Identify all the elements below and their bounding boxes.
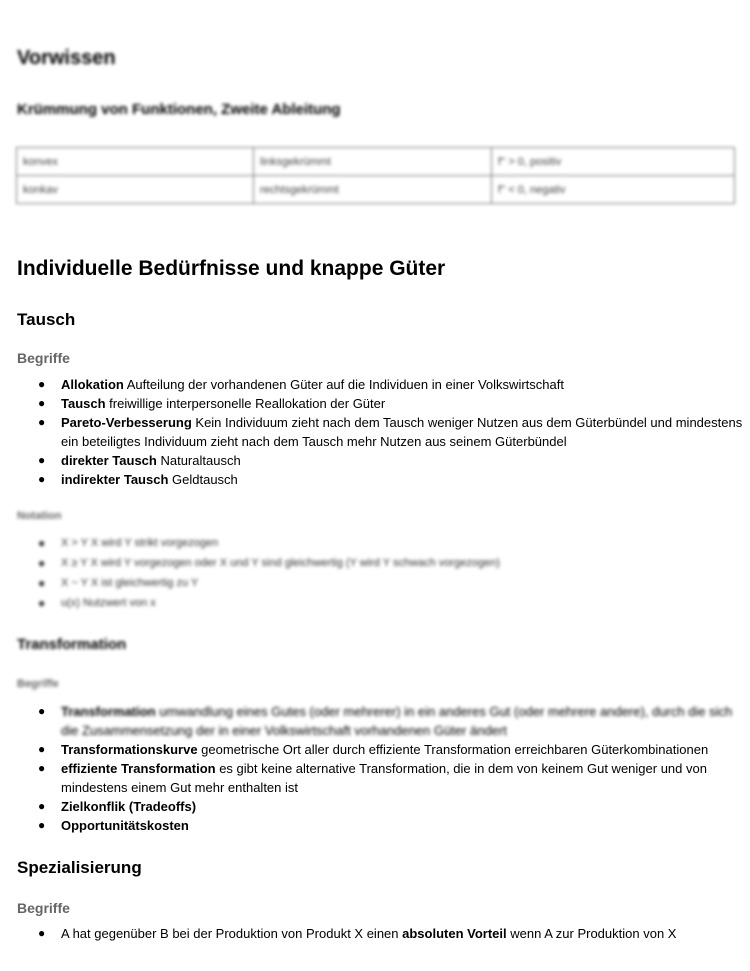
vorwissen-subtitle: Krümmung von Funktionen, Zweite Ableitung [17, 101, 341, 118]
curvature-table [16, 147, 735, 204]
vorwissen-title: Vorwissen [17, 47, 116, 69]
list-item: ● Zielkonflik (Tradeoffs) [38, 799, 197, 814]
bullet-icon: ● [38, 377, 46, 391]
bullet-icon: ● [38, 453, 46, 467]
list-item: ● Opportunitätskosten [38, 818, 189, 833]
list-item: ● Pareto-Verbesserung Kein Individuum zieht nach dem Tausch weniger Nutzen aus dem Güterbündel und mindestens ein beteiligtes Individuum zieht nach dem Tausch mehr Nutzen aus seinem Güterbündel [38, 415, 743, 449]
transformation-title: Transformation [17, 636, 127, 653]
transformation-begriffe-title: Begriffe [17, 678, 59, 690]
list-item: ● X > Y X wird Y strikt vorgezogen [0, 533, 750, 553]
list-item: ● direkter Tausch Naturaltausch [38, 453, 241, 468]
list-item: ● X ~ Y X ist gleichwertig zu Y [0, 573, 750, 593]
bullet-icon: ● [38, 742, 46, 756]
transformation-begriffe-list [0, 702, 750, 835]
bullet-icon: ● [38, 396, 46, 410]
notation-title: Notation [17, 510, 62, 522]
bullet-icon: ● [38, 415, 46, 429]
bullet-icon: ● [38, 704, 46, 718]
list-item: ● effiziente Transformation es gibt keine alternative Transformation, die in dem von keinem Gut weniger und von mindestens einem Gut mehr enthalten ist [38, 761, 707, 795]
table-cell: konvex [17, 148, 254, 176]
list-item: ● Tausch freiwillige interpersonelle Reallokation der Güter [38, 396, 386, 411]
bullet-icon: ● [38, 472, 46, 486]
bullet-icon: ● [38, 576, 46, 590]
bullet-icon: ● [38, 556, 46, 570]
list-item: ● u(x) Nutzwert von x [0, 593, 750, 613]
tausch-begriffe-title: Begriffe [17, 350, 70, 366]
table-cell: f'' < 0, negativ [492, 176, 735, 204]
bullet-icon: ● [38, 761, 46, 775]
table-cell: rechtsgekrümmt [254, 176, 492, 204]
list-item: ● A hat gegenüber B bei der Produktion von Produkt X einen absoluten Vorteil wenn A zur Produktion von X [38, 926, 677, 941]
list-item: ● Transformationskurve geometrische Ort aller durch effiziente Transformation erreichbaren Güterkombinationen [38, 742, 709, 757]
table-row [17, 176, 735, 204]
tausch-begriffe-list [0, 375, 750, 489]
spezialisierung-title: Spezialisierung [17, 858, 142, 877]
main-title: Individuelle Bedürfnisse und knappe Güter [17, 257, 446, 280]
table-cell: f'' > 0, positiv [492, 148, 735, 176]
bullet-icon: ● [38, 926, 46, 940]
table-row [17, 148, 735, 176]
bullet-icon: ● [38, 799, 46, 813]
bullet-icon: ● [38, 818, 46, 832]
bullet-icon: ● [38, 536, 46, 550]
list-item: ● indirekter Tausch Geldtausch [38, 472, 238, 487]
spezialisierung-begriffe-title: Begriffe [17, 900, 70, 916]
table-cell: linksgekrümmt [254, 148, 492, 176]
tausch-title: Tausch [17, 310, 76, 329]
list-item: ● Transformation umwandlung eines Gutes (oder mehrerer) in ein anderes Gut (oder mehrere andere), durch die sich die Zusammensetzung der in einer Volkswirtschaft vorhandenen Güter ändert [38, 704, 733, 738]
list-item: ● Allokation Aufteilung der vorhandenen Güter auf die Individuen in einer Volkswirtschaft [38, 377, 564, 392]
spezialisierung-begriffe-list [0, 924, 750, 943]
list-item: ● X ≥ Y X wird Y vorgezogen oder X und Y sind gleichwertig (Y wird Y schwach vorgezogen) [0, 553, 750, 573]
bullet-icon: ● [38, 596, 46, 610]
notation-list [0, 533, 750, 613]
table-cell: konkav [17, 176, 254, 204]
